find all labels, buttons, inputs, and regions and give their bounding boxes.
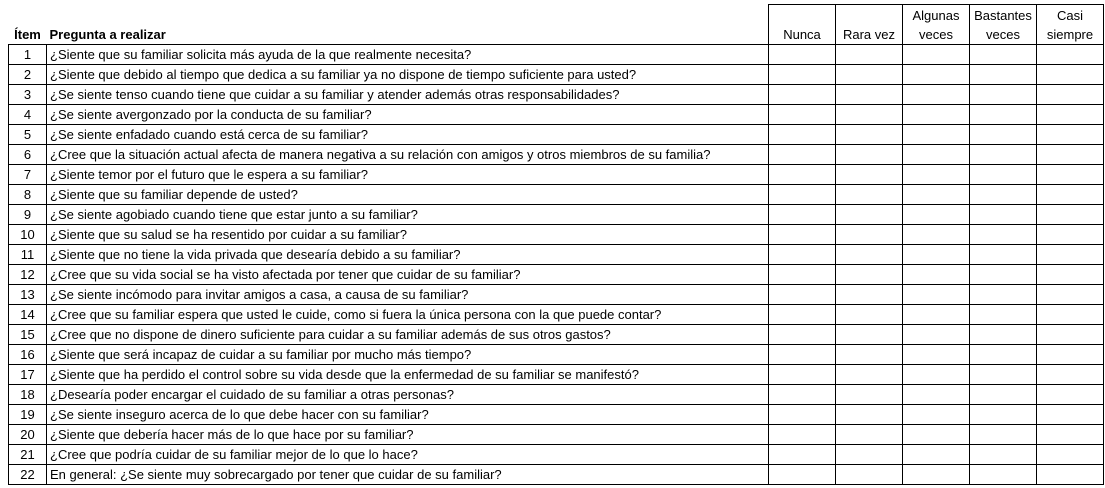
answer-cell-algunas-veces[interactable] bbox=[903, 185, 970, 205]
table-row bbox=[9, 425, 1104, 445]
answer-cell-casi-siempre[interactable] bbox=[1037, 205, 1104, 225]
answer-cell-algunas-veces[interactable] bbox=[903, 365, 970, 385]
answer-cell-algunas-veces[interactable] bbox=[903, 225, 970, 245]
answer-cell-bastantes-veces[interactable] bbox=[970, 365, 1037, 385]
answer-cell-bastantes-veces[interactable] bbox=[970, 425, 1037, 445]
question-text: ¿Cree que la situación actual afecta de manera negativa a su relación con amigos y otros miembros de su familia? bbox=[47, 145, 769, 165]
answer-cell-nunca[interactable] bbox=[769, 445, 836, 465]
answer-cell-nunca[interactable] bbox=[769, 405, 836, 425]
question-text: ¿Se siente inseguro acerca de lo que debe hacer con su familiar? bbox=[47, 405, 769, 425]
answer-cell-algunas-veces[interactable] bbox=[903, 165, 970, 185]
question-text: ¿Se siente enfadado cuando está cerca de su familiar? bbox=[47, 125, 769, 145]
answer-cell-nunca[interactable] bbox=[769, 185, 836, 205]
answer-cell-bastantes-veces[interactable] bbox=[970, 65, 1037, 85]
item-number: 4 bbox=[9, 105, 47, 125]
item-number: 5 bbox=[9, 125, 47, 145]
option-header-nunca: Nunca bbox=[769, 5, 836, 45]
answer-cell-bastantes-veces[interactable] bbox=[970, 105, 1037, 125]
header-row bbox=[9, 5, 1104, 45]
answer-cell-bastantes-veces[interactable] bbox=[970, 345, 1037, 365]
answer-cell-nunca[interactable] bbox=[769, 65, 836, 85]
item-number: 2 bbox=[9, 65, 47, 85]
answer-cell-bastantes-veces[interactable] bbox=[970, 185, 1037, 205]
option-header-algunas-veces: Algunas veces bbox=[903, 5, 970, 45]
item-number: 21 bbox=[9, 445, 47, 465]
answer-cell-bastantes-veces[interactable] bbox=[970, 245, 1037, 265]
answer-cell-algunas-veces[interactable] bbox=[903, 305, 970, 325]
table-row bbox=[9, 305, 1104, 325]
answer-cell-rara-vez[interactable] bbox=[836, 305, 903, 325]
table-row bbox=[9, 445, 1104, 465]
answer-cell-algunas-veces[interactable] bbox=[903, 325, 970, 345]
item-number: 1 bbox=[9, 45, 47, 65]
answer-cell-algunas-veces[interactable] bbox=[903, 145, 970, 165]
question-text: ¿Siente temor por el futuro que le espera a su familiar? bbox=[47, 165, 769, 185]
item-number: 16 bbox=[9, 345, 47, 365]
answer-cell-casi-siempre[interactable] bbox=[1037, 185, 1104, 205]
question-text: ¿Se siente incómodo para invitar amigos a casa, a causa de su familiar? bbox=[47, 285, 769, 305]
item-number: 14 bbox=[9, 305, 47, 325]
answer-cell-bastantes-veces[interactable] bbox=[970, 125, 1037, 145]
table-row bbox=[9, 345, 1104, 365]
answer-cell-casi-siempre[interactable] bbox=[1037, 405, 1104, 425]
table-row bbox=[9, 365, 1104, 385]
answer-cell-bastantes-veces[interactable] bbox=[970, 405, 1037, 425]
item-number: 12 bbox=[9, 265, 47, 285]
answer-cell-algunas-veces[interactable] bbox=[903, 405, 970, 425]
answer-cell-algunas-veces[interactable] bbox=[903, 385, 970, 405]
question-text: ¿Cree que su familiar espera que usted le cuide, como si fuera la única persona con la que puede contar? bbox=[47, 305, 769, 325]
answer-cell-nunca[interactable] bbox=[769, 305, 836, 325]
question-text: ¿Desearía poder encargar el cuidado de su familiar a otras personas? bbox=[47, 385, 769, 405]
answer-cell-algunas-veces[interactable] bbox=[903, 345, 970, 365]
answer-cell-algunas-veces[interactable] bbox=[903, 245, 970, 265]
answer-cell-nunca[interactable] bbox=[769, 205, 836, 225]
answer-cell-bastantes-veces[interactable] bbox=[970, 45, 1037, 65]
item-number: 17 bbox=[9, 365, 47, 385]
answer-cell-rara-vez[interactable] bbox=[836, 345, 903, 365]
question-text: ¿Se siente agobiado cuando tiene que estar junto a su familiar? bbox=[47, 205, 769, 225]
answer-cell-casi-siempre[interactable] bbox=[1037, 105, 1104, 125]
answer-cell-nunca[interactable] bbox=[769, 265, 836, 285]
table-row bbox=[9, 205, 1104, 225]
answer-cell-casi-siempre[interactable] bbox=[1037, 145, 1104, 165]
question-text: ¿Siente que su familiar solicita más ayuda de la que realmente necesita? bbox=[47, 45, 769, 65]
answer-cell-nunca[interactable] bbox=[769, 245, 836, 265]
answer-cell-nunca[interactable] bbox=[769, 165, 836, 185]
answer-cell-nunca[interactable] bbox=[769, 385, 836, 405]
item-number: 7 bbox=[9, 165, 47, 185]
answer-cell-bastantes-veces[interactable] bbox=[970, 305, 1037, 325]
table-row bbox=[9, 405, 1104, 425]
answer-cell-bastantes-veces[interactable] bbox=[970, 225, 1037, 245]
table-row bbox=[9, 105, 1104, 125]
question-text: ¿Cree que no dispone de dinero suficiente para cuidar a su familiar además de sus otros gastos? bbox=[47, 325, 769, 345]
item-number: 20 bbox=[9, 425, 47, 445]
answer-cell-algunas-veces[interactable] bbox=[903, 205, 970, 225]
table-row bbox=[9, 185, 1104, 205]
answer-cell-algunas-veces[interactable] bbox=[903, 425, 970, 445]
item-column-header: Ítem bbox=[14, 27, 41, 42]
question-text: ¿Siente que debido al tiempo que dedica a su familiar ya no dispone de tiempo suficiente para usted? bbox=[47, 65, 769, 85]
answer-cell-casi-siempre[interactable] bbox=[1037, 425, 1104, 445]
answer-cell-casi-siempre[interactable] bbox=[1037, 345, 1104, 365]
question-text: En general: ¿Se siente muy sobrecargado por tener que cuidar de su familiar? bbox=[47, 465, 769, 485]
item-number: 8 bbox=[9, 185, 47, 205]
answer-cell-rara-vez[interactable] bbox=[836, 85, 903, 105]
item-number: 10 bbox=[9, 225, 47, 245]
question-text: ¿Siente que su salud se ha resentido por cuidar a su familiar? bbox=[47, 225, 769, 245]
answer-cell-casi-siempre[interactable] bbox=[1037, 65, 1104, 85]
answer-cell-rara-vez[interactable] bbox=[836, 45, 903, 65]
question-column-header: Pregunta a realizar bbox=[49, 27, 166, 42]
answer-cell-rara-vez[interactable] bbox=[836, 125, 903, 145]
answer-cell-nunca[interactable] bbox=[769, 85, 836, 105]
answer-cell-casi-siempre[interactable] bbox=[1037, 45, 1104, 65]
answer-cell-bastantes-veces[interactable] bbox=[970, 205, 1037, 225]
answer-cell-casi-siempre[interactable] bbox=[1037, 365, 1104, 385]
item-number: 11 bbox=[9, 245, 47, 265]
answer-cell-nunca[interactable] bbox=[769, 345, 836, 365]
answer-cell-casi-siempre[interactable] bbox=[1037, 125, 1104, 145]
answer-cell-bastantes-veces[interactable] bbox=[970, 285, 1037, 305]
answer-cell-rara-vez[interactable] bbox=[836, 465, 903, 485]
answer-cell-rara-vez[interactable] bbox=[836, 385, 903, 405]
answer-cell-rara-vez[interactable] bbox=[836, 185, 903, 205]
question-text: ¿Siente que no tiene la vida privada que desearía debido a su familiar? bbox=[47, 245, 769, 265]
table-row bbox=[9, 65, 1104, 85]
answer-cell-nunca[interactable] bbox=[769, 105, 836, 125]
table-row bbox=[9, 465, 1104, 485]
option-header-casi-siempre: Casi siempre bbox=[1037, 5, 1104, 45]
item-number: 13 bbox=[9, 285, 47, 305]
answer-cell-nunca[interactable] bbox=[769, 145, 836, 165]
question-text: ¿Cree que su vida social se ha visto afectada por tener que cuidar de su familiar? bbox=[47, 265, 769, 285]
answer-cell-casi-siempre[interactable] bbox=[1037, 465, 1104, 485]
answer-cell-rara-vez[interactable] bbox=[836, 285, 903, 305]
answer-cell-rara-vez[interactable] bbox=[836, 105, 903, 125]
answer-cell-algunas-veces[interactable] bbox=[903, 45, 970, 65]
question-text: ¿Siente que debería hacer más de lo que hace por su familiar? bbox=[47, 425, 769, 445]
item-number: 18 bbox=[9, 385, 47, 405]
answer-cell-rara-vez[interactable] bbox=[836, 65, 903, 85]
answer-cell-algunas-veces[interactable] bbox=[903, 125, 970, 145]
item-number: 22 bbox=[9, 465, 47, 485]
caregiver-burden-table bbox=[8, 4, 1104, 485]
answer-cell-bastantes-veces[interactable] bbox=[970, 325, 1037, 345]
answer-cell-rara-vez[interactable] bbox=[836, 205, 903, 225]
option-header-bastantes-veces: Bastantes veces bbox=[970, 5, 1037, 45]
table-row bbox=[9, 385, 1104, 405]
answer-cell-nunca[interactable] bbox=[769, 365, 836, 385]
table-row bbox=[9, 125, 1104, 145]
table-row bbox=[9, 325, 1104, 345]
table-row bbox=[9, 265, 1104, 285]
table-row bbox=[9, 45, 1104, 65]
table-row bbox=[9, 145, 1104, 165]
answer-cell-algunas-veces[interactable] bbox=[903, 465, 970, 485]
answer-cell-rara-vez[interactable] bbox=[836, 245, 903, 265]
answer-cell-casi-siempre[interactable] bbox=[1037, 265, 1104, 285]
answer-cell-algunas-veces[interactable] bbox=[903, 65, 970, 85]
item-number: 6 bbox=[9, 145, 47, 165]
answer-cell-casi-siempre[interactable] bbox=[1037, 245, 1104, 265]
answer-cell-nunca[interactable] bbox=[769, 465, 836, 485]
question-text: ¿Se siente tenso cuando tiene que cuidar a su familiar y atender además otras responsabilidades? bbox=[47, 85, 769, 105]
table-row bbox=[9, 245, 1104, 265]
answer-cell-casi-siempre[interactable] bbox=[1037, 445, 1104, 465]
question-text: ¿Siente que su familiar depende de usted? bbox=[47, 185, 769, 205]
answer-cell-nunca[interactable] bbox=[769, 285, 836, 305]
answer-cell-rara-vez[interactable] bbox=[836, 405, 903, 425]
answer-cell-algunas-veces[interactable] bbox=[903, 445, 970, 465]
table-row bbox=[9, 225, 1104, 245]
item-number: 9 bbox=[9, 205, 47, 225]
answer-cell-bastantes-veces[interactable] bbox=[970, 445, 1037, 465]
answer-cell-casi-siempre[interactable] bbox=[1037, 225, 1104, 245]
answer-cell-bastantes-veces[interactable] bbox=[970, 85, 1037, 105]
answer-cell-bastantes-veces[interactable] bbox=[970, 385, 1037, 405]
item-number: 3 bbox=[9, 85, 47, 105]
answer-cell-bastantes-veces[interactable] bbox=[970, 145, 1037, 165]
question-text: ¿Siente que será incapaz de cuidar a su familiar por mucho más tiempo? bbox=[47, 345, 769, 365]
answer-cell-rara-vez[interactable] bbox=[836, 365, 903, 385]
answer-cell-rara-vez[interactable] bbox=[836, 225, 903, 245]
question-text: ¿Siente que ha perdido el control sobre su vida desde que la enfermedad de su familiar se manifestó? bbox=[47, 365, 769, 385]
answer-cell-casi-siempre[interactable] bbox=[1037, 165, 1104, 185]
table-row bbox=[9, 285, 1104, 305]
answer-cell-rara-vez[interactable] bbox=[836, 265, 903, 285]
answer-cell-rara-vez[interactable] bbox=[836, 445, 903, 465]
item-number: 15 bbox=[9, 325, 47, 345]
answer-cell-rara-vez[interactable] bbox=[836, 165, 903, 185]
answer-cell-casi-siempre[interactable] bbox=[1037, 85, 1104, 105]
answer-cell-rara-vez[interactable] bbox=[836, 145, 903, 165]
answer-cell-bastantes-veces[interactable] bbox=[970, 165, 1037, 185]
answer-cell-rara-vez[interactable] bbox=[836, 425, 903, 445]
table-row bbox=[9, 85, 1104, 105]
answer-cell-algunas-veces[interactable] bbox=[903, 85, 970, 105]
answer-cell-casi-siempre[interactable] bbox=[1037, 285, 1104, 305]
answer-cell-nunca[interactable] bbox=[769, 325, 836, 345]
item-number: 19 bbox=[9, 405, 47, 425]
answer-cell-rara-vez[interactable] bbox=[836, 325, 903, 345]
answer-cell-algunas-veces[interactable] bbox=[903, 265, 970, 285]
table-row bbox=[9, 165, 1104, 185]
answer-cell-bastantes-veces[interactable] bbox=[970, 265, 1037, 285]
answer-cell-nunca[interactable] bbox=[769, 125, 836, 145]
answer-cell-algunas-veces[interactable] bbox=[903, 105, 970, 125]
answer-cell-bastantes-veces[interactable] bbox=[970, 465, 1037, 485]
answer-cell-nunca[interactable] bbox=[769, 225, 836, 245]
option-header-rara-vez: Rara vez bbox=[836, 5, 903, 45]
answer-cell-casi-siempre[interactable] bbox=[1037, 385, 1104, 405]
answer-cell-casi-siempre[interactable] bbox=[1037, 325, 1104, 345]
answer-cell-algunas-veces[interactable] bbox=[903, 285, 970, 305]
answer-cell-casi-siempre[interactable] bbox=[1037, 305, 1104, 325]
answer-cell-nunca[interactable] bbox=[769, 425, 836, 445]
answer-cell-nunca[interactable] bbox=[769, 45, 836, 65]
question-text: ¿Cree que podría cuidar de su familiar mejor de lo que lo hace? bbox=[47, 445, 769, 465]
question-text: ¿Se siente avergonzado por la conducta de su familiar? bbox=[47, 105, 769, 125]
